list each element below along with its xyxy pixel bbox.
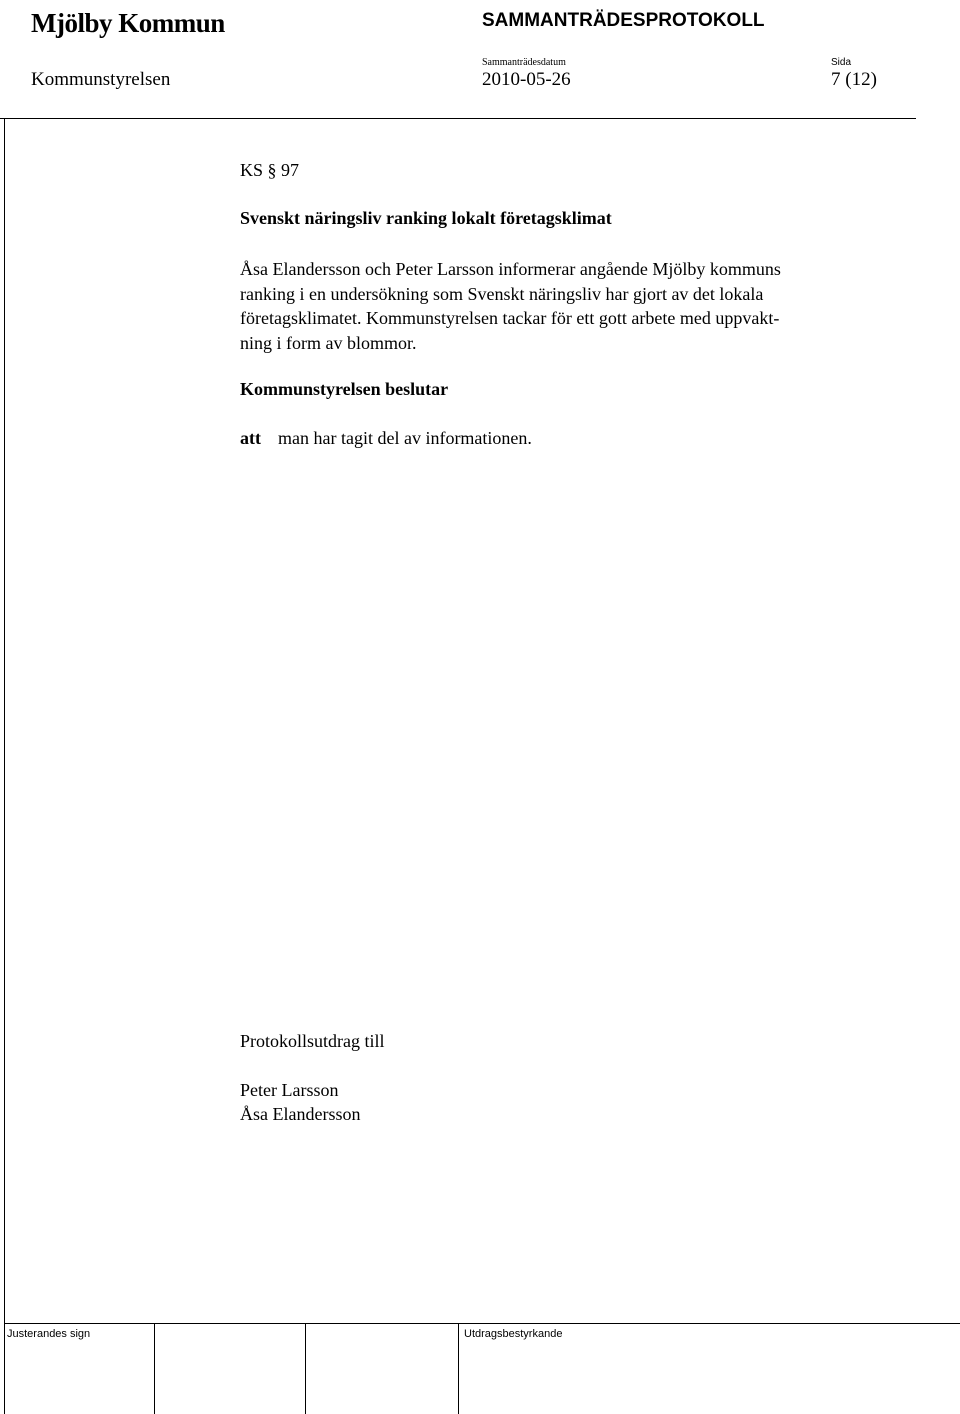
footer-divider — [154, 1323, 155, 1414]
recipient: Peter Larsson — [240, 1080, 339, 1100]
body-line: ranking i en undersökning som Svenskt näringsliv har gjort av det lokala — [240, 283, 764, 304]
adjuster-sign-label: Justerandes sign — [7, 1328, 91, 1340]
document-type: SAMMANTRÄDESPROTOKOLL — [482, 10, 765, 31]
body-line: Åsa Elandersson och Peter Larsson informerar angående Mjölby kommuns — [240, 259, 781, 279]
body-line: företagsklimatet. Kommunstyrelsen tackar för ett gott arbete med uppvakt- — [240, 308, 780, 328]
organization-name: Mjölby Kommun — [31, 8, 225, 38]
decision-att: att — [240, 428, 261, 448]
header-rule — [0, 118, 916, 119]
page-label: Sida — [831, 57, 852, 68]
decision-text: man har tagit del av informationen. — [278, 428, 532, 448]
body-name: Kommunstyrelsen — [31, 69, 171, 90]
paragraph-reference: KS § 97 — [240, 160, 300, 180]
footer-rule — [4, 1323, 960, 1324]
certifier-label: Utdragsbestyrkande — [464, 1328, 563, 1340]
footer-divider — [458, 1323, 459, 1414]
meeting-date: 2010-05-26 — [482, 69, 571, 90]
footer-divider — [305, 1323, 306, 1414]
page-number: 7 (12) — [831, 69, 877, 90]
date-label: Sammanträdesdatum — [482, 57, 566, 68]
section-title: Svenskt näringsliv ranking lokalt företagsklimat — [240, 208, 612, 228]
body-line: ning i form av blommor. — [240, 332, 417, 353]
recipient: Åsa Elandersson — [240, 1104, 361, 1124]
left-margin-line — [4, 118, 5, 1414]
section-body — [240, 257, 880, 355]
decision-heading: Kommunstyrelsen beslutar — [240, 379, 449, 399]
distribution-label: Protokollsutdrag till — [240, 1031, 385, 1051]
